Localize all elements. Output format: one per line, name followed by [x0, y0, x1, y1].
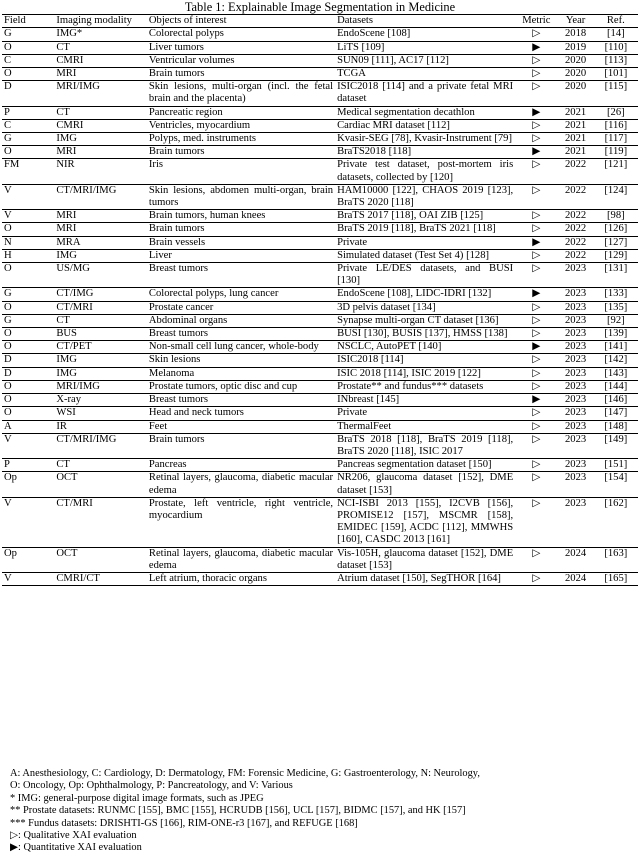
- cell-ref: [131]: [604, 263, 628, 275]
- cell-imaging-modality: MRI/IMG: [56, 81, 100, 93]
- cell-field: G: [4, 288, 12, 300]
- cell-year: 2023: [564, 367, 587, 379]
- cell-objects-of-interest: Colorectal polyps: [148, 28, 224, 40]
- header-datasets: Datasets: [337, 15, 373, 26]
- table-header-row: [2, 15, 638, 28]
- cell-ref: [121]: [604, 159, 628, 171]
- cell-ref: [133]: [604, 288, 628, 300]
- cell-metric: ▶: [532, 288, 541, 300]
- cell-field: V: [4, 497, 12, 509]
- cell-ref: [144]: [604, 380, 628, 392]
- table-row: [2, 106, 638, 119]
- cell-metric: ▶: [532, 341, 541, 353]
- cell-ref: [143]: [604, 367, 628, 379]
- table-row: [2, 81, 638, 106]
- cell-datasets: ThermalFeet: [337, 420, 392, 432]
- cell-datasets: HAM10000 [122], CHAOS 2019 [123], BraTS 2020 [118]: [337, 184, 514, 209]
- header-metric: Metric: [522, 15, 551, 26]
- cell-objects-of-interest: Breast tumors: [148, 328, 209, 340]
- cell-ref: [141]: [604, 341, 628, 353]
- cell-field: V: [4, 210, 12, 222]
- cell-imaging-modality: CT/MRI: [56, 301, 93, 313]
- cell-datasets: ISIC2018 [114] and a private fetal MRI dataset: [337, 81, 514, 105]
- table-row: [2, 301, 638, 314]
- cell-field: O: [4, 341, 12, 353]
- cell-imaging-modality: CMRI: [56, 54, 84, 66]
- table-row: [2, 249, 638, 262]
- cell-objects-of-interest: Left atrium, thoracic organs: [148, 572, 267, 584]
- cell-objects-of-interest: Colorectal polyps, lung cancer: [148, 288, 279, 300]
- cell-field: V: [4, 433, 12, 445]
- xai-segmentation-table: [2, 14, 638, 586]
- cell-imaging-modality: MRI: [56, 146, 77, 158]
- table-row: [2, 146, 638, 159]
- cell-imaging-modality: IMG: [56, 133, 77, 145]
- cell-ref: [129]: [604, 249, 628, 261]
- cell-imaging-modality: CT/MRI/IMG: [56, 433, 117, 445]
- cell-datasets: Private: [337, 236, 368, 248]
- table-row: [2, 314, 638, 327]
- cell-ref: [117]: [604, 133, 628, 145]
- cell-field: D: [4, 81, 12, 93]
- cell-objects-of-interest: Polyps, med. instruments: [148, 133, 257, 145]
- cell-datasets: NR206, glaucoma dataset [152], DME dataset [153]: [337, 472, 514, 496]
- cell-datasets: BraTS 2017 [118], OAI ZIB [125]: [337, 210, 484, 222]
- cell-objects-of-interest: Skin lesions, abdomen multi-organ, brain tumors: [148, 184, 334, 209]
- cell-field: C: [4, 119, 12, 131]
- cell-imaging-modality: CT: [56, 41, 70, 53]
- cell-field: D: [4, 354, 12, 366]
- cell-ref: [142]: [604, 354, 628, 366]
- cell-metric: ▷: [532, 433, 541, 445]
- cell-imaging-modality: CT/MRI/IMG: [56, 184, 117, 196]
- cell-objects-of-interest: Ventricular volumes: [148, 54, 235, 66]
- cell-imaging-modality: US/MG: [56, 263, 90, 275]
- cell-year: 2023: [564, 407, 587, 419]
- cell-year: 2023: [564, 288, 587, 300]
- cell-field: G: [4, 314, 12, 326]
- cell-year: 2023: [564, 314, 587, 326]
- cell-ref: [135]: [604, 301, 628, 313]
- cell-year: 2023: [564, 341, 587, 353]
- cell-datasets: ISIC 2018 [114], ISIC 2019 [122]: [337, 367, 481, 379]
- cell-year: 2023: [564, 420, 587, 432]
- cell-metric: ▷: [532, 54, 541, 66]
- cell-ref: [163]: [604, 547, 628, 559]
- table-row: [2, 380, 638, 393]
- cell-imaging-modality: IMG: [56, 249, 77, 261]
- cell-metric: ▷: [532, 263, 541, 275]
- cell-datasets: SUN09 [111], AC17 [112]: [337, 54, 449, 66]
- cell-imaging-modality: CMRI: [56, 119, 84, 131]
- cell-ref: [110]: [604, 41, 628, 53]
- cell-objects-of-interest: Brain tumors: [148, 146, 205, 158]
- cell-objects-of-interest: Brain tumors, human knees: [148, 210, 266, 222]
- cell-field: O: [4, 394, 12, 406]
- cell-datasets: Vis-105H, glaucoma dataset [152], DME dataset [153]: [337, 547, 514, 571]
- cell-metric: ▷: [532, 184, 541, 196]
- cell-metric: ▷: [532, 472, 541, 484]
- cell-metric: ▶: [532, 236, 541, 248]
- cell-objects-of-interest: Feet: [148, 420, 168, 432]
- cell-year: 2021: [564, 133, 587, 145]
- header-year: Year: [565, 15, 586, 26]
- cell-metric: ▷: [532, 420, 541, 432]
- cell-ref: [113]: [604, 54, 628, 66]
- cell-year: 2022: [564, 210, 587, 222]
- table-caption: Table 1: Explainable Image Segmentation in Medicine: [184, 0, 456, 14]
- cell-imaging-modality: OCT: [56, 472, 78, 484]
- cell-objects-of-interest: Prostate tumors, optic disc and cup: [148, 380, 298, 392]
- cell-objects-of-interest: Skin lesions, multi-organ (incl. the fetal brain and the placenta): [148, 81, 334, 105]
- cell-ref: [101]: [604, 68, 628, 80]
- cell-objects-of-interest: Breast tumors: [148, 263, 209, 275]
- cell-imaging-modality: X-ray: [56, 394, 82, 406]
- table-body: [2, 28, 638, 586]
- note-line: ** Prostate datasets: RUNMC [155], BMC [155], HCRUDB [156], UCL [157], BIDMC [157], and HK [157]: [10, 805, 466, 817]
- cell-year: 2020: [564, 81, 587, 93]
- cell-field: O: [4, 380, 12, 392]
- cell-imaging-modality: CT: [56, 106, 70, 118]
- cell-objects-of-interest: Brain tumors: [148, 68, 205, 80]
- cell-metric: ▷: [532, 68, 541, 80]
- cell-metric: ▷: [532, 119, 541, 131]
- table-row: [2, 547, 638, 572]
- cell-imaging-modality: MRI/IMG: [56, 380, 100, 392]
- cell-datasets: BraTS 2019 [118], BraTS 2021 [118]: [337, 223, 496, 235]
- cell-year: 2023: [564, 472, 587, 484]
- table-row: [2, 407, 638, 420]
- cell-year: 2018: [564, 28, 587, 40]
- cell-imaging-modality: MRI: [56, 68, 77, 80]
- cell-year: 2024: [564, 572, 587, 584]
- cell-ref: [154]: [604, 472, 628, 484]
- cell-year: 2020: [564, 68, 587, 80]
- cell-year: 2024: [564, 547, 587, 559]
- cell-objects-of-interest: Brain tumors: [148, 223, 205, 235]
- cell-datasets: Kvasir-SEG [78], Kvasir-Instrument [79]: [337, 133, 512, 145]
- cell-field: V: [4, 184, 12, 196]
- cell-imaging-modality: CT: [56, 314, 70, 326]
- cell-field: Op: [4, 472, 17, 484]
- table-row: [2, 236, 638, 249]
- cell-metric: ▷: [532, 328, 541, 340]
- cell-imaging-modality: MRA: [56, 236, 81, 248]
- table-row: [2, 497, 638, 547]
- cell-year: 2023: [564, 497, 587, 509]
- cell-field: O: [4, 407, 12, 419]
- cell-imaging-modality: OCT: [56, 547, 78, 559]
- cell-metric: ▶: [532, 41, 541, 53]
- table-row: [2, 263, 638, 288]
- cell-metric: ▷: [532, 210, 541, 222]
- table-row: [2, 41, 638, 54]
- cell-imaging-modality: NIR: [56, 159, 75, 171]
- cell-imaging-modality: CT/PET: [56, 341, 92, 353]
- cell-year: 2023: [564, 354, 587, 366]
- cell-field: G: [4, 133, 12, 145]
- table-row: [2, 54, 638, 67]
- cell-imaging-modality: CT: [56, 459, 70, 471]
- cell-field: O: [4, 146, 12, 158]
- table-row: [2, 223, 638, 236]
- table-row: [2, 420, 638, 433]
- cell-datasets: NCI-ISBI 2013 [155], I2CVB [156], PROMISE12 [157], MSCMR [158], EMIDEC [159], ACDC [112], MMWHS [160], CASDC 2013 [161]: [337, 497, 514, 546]
- cell-imaging-modality: IMG*: [56, 28, 83, 40]
- cell-datasets: BUSI [130], BUSIS [137], HMSS [138]: [337, 328, 508, 340]
- cell-year: 2022: [564, 223, 587, 235]
- cell-ref: [26]: [607, 106, 625, 118]
- table-row: [2, 394, 638, 407]
- cell-field: H: [4, 249, 12, 261]
- cell-year: 2023: [564, 433, 587, 445]
- table-row: [2, 341, 638, 354]
- table-row: [2, 288, 638, 301]
- cell-year: 2022: [564, 159, 587, 171]
- cell-field: Op: [4, 547, 17, 559]
- cell-year: 2022: [564, 184, 587, 196]
- cell-field: C: [4, 54, 12, 66]
- note-line: ▷: Qualitative XAI evaluation: [10, 830, 137, 842]
- cell-metric: ▶: [532, 146, 541, 158]
- cell-datasets: EndoScene [108], LIDC-IDRI [132]: [337, 288, 492, 300]
- cell-year: 2023: [564, 263, 587, 275]
- cell-objects-of-interest: Skin lesions: [148, 354, 201, 366]
- cell-objects-of-interest: Retinal layers, glaucoma, diabetic macular edema: [148, 547, 334, 571]
- cell-metric: ▷: [532, 159, 541, 171]
- cell-year: 2023: [564, 328, 587, 340]
- cell-imaging-modality: CT/IMG: [56, 288, 94, 300]
- cell-datasets: Private test dataset, post-mortem iris datasets, collected by [120]: [337, 159, 514, 183]
- cell-ref: [126]: [604, 223, 628, 235]
- cell-objects-of-interest: Prostate, left ventricle, right ventricle, myocardium: [148, 497, 334, 521]
- cell-ref: [115]: [604, 81, 628, 93]
- cell-ref: [14]: [607, 28, 625, 40]
- cell-datasets: 3D pelvis dataset [134]: [337, 301, 436, 313]
- table-row: [2, 68, 638, 81]
- cell-year: 2022: [564, 249, 587, 261]
- cell-imaging-modality: IR: [56, 420, 67, 432]
- cell-metric: ▷: [532, 497, 541, 509]
- cell-field: D: [4, 367, 12, 379]
- cell-ref: [162]: [604, 497, 628, 509]
- cell-metric: ▷: [532, 28, 541, 40]
- cell-objects-of-interest: Retinal layers, glaucoma, diabetic macular edema: [148, 472, 334, 496]
- note-line: O: Oncology, Op: Ophthalmology, P: Pancreatology, and V: Various: [10, 780, 293, 792]
- cell-objects-of-interest: Abdominal organs: [148, 314, 228, 326]
- cell-year: 2022: [564, 236, 587, 248]
- cell-objects-of-interest: Ventricles, myocardium: [148, 119, 251, 131]
- cell-field: FM: [4, 159, 20, 171]
- cell-year: 2020: [564, 54, 587, 66]
- header-ref: Ref.: [606, 15, 625, 26]
- cell-metric: ▶: [532, 394, 541, 406]
- cell-metric: ▷: [532, 407, 541, 419]
- cell-objects-of-interest: Brain vessels: [148, 236, 206, 248]
- cell-datasets: BraTS2018 [118]: [337, 146, 412, 158]
- cell-metric: ▷: [532, 380, 541, 392]
- cell-datasets: Atrium dataset [150], SegTHOR [164]: [337, 572, 501, 584]
- table-row: [2, 433, 638, 458]
- cell-field: O: [4, 41, 12, 53]
- cell-field: P: [4, 459, 10, 471]
- cell-objects-of-interest: Liver tumors: [148, 41, 204, 53]
- cell-field: V: [4, 572, 12, 584]
- header-objects-of-interest: Objects of interest: [148, 15, 227, 26]
- cell-objects-of-interest: Melanoma: [148, 367, 195, 379]
- cell-ref: [146]: [604, 394, 628, 406]
- cell-objects-of-interest: Prostate cancer: [148, 301, 214, 313]
- table-row: [2, 184, 638, 209]
- cell-imaging-modality: IMG: [56, 354, 77, 366]
- table-row: [2, 159, 638, 184]
- cell-year: 2023: [564, 301, 587, 313]
- cell-ref: [148]: [604, 420, 628, 432]
- cell-objects-of-interest: Breast tumors: [148, 394, 209, 406]
- cell-imaging-modality: WSI: [56, 407, 76, 419]
- cell-field: O: [4, 68, 12, 80]
- cell-metric: ▷: [532, 547, 541, 559]
- cell-imaging-modality: BUS: [56, 328, 77, 340]
- cell-field: N: [4, 236, 12, 248]
- cell-datasets: Private: [337, 407, 368, 419]
- cell-objects-of-interest: Non-small cell lung cancer, whole-body: [148, 341, 319, 353]
- cell-ref: [116]: [604, 119, 628, 131]
- cell-year: 2021: [564, 119, 587, 131]
- cell-datasets: LiTS [109]: [337, 41, 385, 53]
- cell-ref: [98]: [607, 210, 625, 222]
- cell-field: P: [4, 106, 10, 118]
- cell-metric: ▷: [532, 249, 541, 261]
- table-row: [2, 354, 638, 367]
- cell-imaging-modality: IMG: [56, 367, 77, 379]
- cell-metric: ▷: [532, 367, 541, 379]
- cell-metric: ▷: [532, 133, 541, 145]
- cell-datasets: Synapse multi-organ CT dataset [136]: [337, 314, 499, 326]
- cell-datasets: Private LE/DES datasets, and BUSI [130]: [337, 263, 514, 287]
- cell-ref: [92]: [607, 314, 625, 326]
- cell-metric: ▷: [532, 81, 541, 93]
- note-line: * IMG: general-purpose digital image formats, such as JPEG: [10, 792, 264, 804]
- note-line: *** Fundus datasets: DRISHTI-GS [166], RIM-ONE-r3 [167], and REFUGE [168]: [10, 817, 358, 829]
- cell-metric: ▷: [532, 459, 541, 471]
- cell-datasets: NSCLC, AutoPET [140]: [337, 341, 442, 353]
- table-row: [2, 472, 638, 497]
- cell-objects-of-interest: Head and neck tumors: [148, 407, 244, 419]
- cell-datasets: Medical segmentation decathlon: [337, 106, 475, 118]
- cell-objects-of-interest: Pancreas: [148, 459, 187, 471]
- cell-imaging-modality: MRI: [56, 223, 77, 235]
- cell-ref: [165]: [604, 572, 628, 584]
- cell-metric: ▷: [532, 354, 541, 366]
- cell-metric: ▶: [532, 106, 541, 118]
- header-imaging-modality: Imaging modality: [56, 15, 132, 26]
- cell-objects-of-interest: Liver: [148, 249, 172, 261]
- cell-year: 2023: [564, 394, 587, 406]
- table-row: [2, 28, 638, 41]
- cell-datasets: TCGA: [337, 68, 366, 80]
- cell-ref: [119]: [604, 146, 628, 158]
- table-row: [2, 572, 638, 585]
- cell-datasets: Cardiac MRI dataset [112]: [337, 119, 450, 131]
- cell-ref: [151]: [604, 459, 628, 471]
- cell-field: O: [4, 263, 12, 275]
- cell-metric: ▷: [532, 572, 541, 584]
- cell-metric: ▷: [532, 314, 541, 326]
- cell-year: 2021: [564, 106, 587, 118]
- cell-field: O: [4, 301, 12, 313]
- cell-datasets: EndoScene [108]: [337, 28, 411, 40]
- cell-field: O: [4, 328, 12, 340]
- cell-datasets: ISIC2018 [114]: [337, 354, 404, 366]
- table-row: [2, 210, 638, 223]
- cell-field: A: [4, 420, 12, 432]
- cell-objects-of-interest: Pancreatic region: [148, 106, 223, 118]
- cell-metric: ▷: [532, 301, 541, 313]
- cell-year: 2021: [564, 146, 587, 158]
- table-row: [2, 459, 638, 472]
- table-row: [2, 328, 638, 341]
- cell-year: 2023: [564, 459, 587, 471]
- header-field: Field: [4, 15, 26, 26]
- cell-imaging-modality: MRI: [56, 210, 77, 222]
- table-row: [2, 367, 638, 380]
- cell-ref: [149]: [604, 433, 628, 445]
- note-line: ▶: Quantitative XAI evaluation: [10, 842, 142, 854]
- table-row: [2, 119, 638, 132]
- cell-datasets: INbreast [145]: [337, 394, 400, 406]
- note-line: A: Anesthesiology, C: Cardiology, D: Dermatology, FM: Forensic Medicine, G: Gastroenterology, N: Neurology,: [10, 768, 480, 779]
- cell-datasets: Simulated dataset (Test Set 4) [128]: [337, 249, 490, 261]
- cell-datasets: Pancreas segmentation dataset [150]: [337, 459, 492, 471]
- cell-field: O: [4, 223, 12, 235]
- cell-ref: [147]: [604, 407, 628, 419]
- cell-datasets: BraTS 2018 [118], BraTS 2019 [118], BraTS 2020 [118], ISIC 2017: [337, 433, 514, 457]
- table-row: [2, 133, 638, 146]
- cell-year: 2019: [564, 41, 587, 53]
- cell-ref: [139]: [604, 328, 628, 340]
- cell-objects-of-interest: Iris: [148, 159, 164, 171]
- cell-metric: ▷: [532, 223, 541, 235]
- cell-year: 2023: [564, 380, 587, 392]
- table-notes: [10, 768, 630, 855]
- cell-objects-of-interest: Brain tumors: [148, 433, 205, 445]
- cell-ref: [124]: [604, 184, 628, 196]
- cell-field: G: [4, 28, 12, 40]
- cell-imaging-modality: CMRI/CT: [56, 572, 100, 584]
- cell-ref: [127]: [604, 236, 628, 248]
- cell-imaging-modality: CT/MRI: [56, 497, 93, 509]
- cell-datasets: Prostate** and fundus*** datasets: [337, 380, 484, 392]
